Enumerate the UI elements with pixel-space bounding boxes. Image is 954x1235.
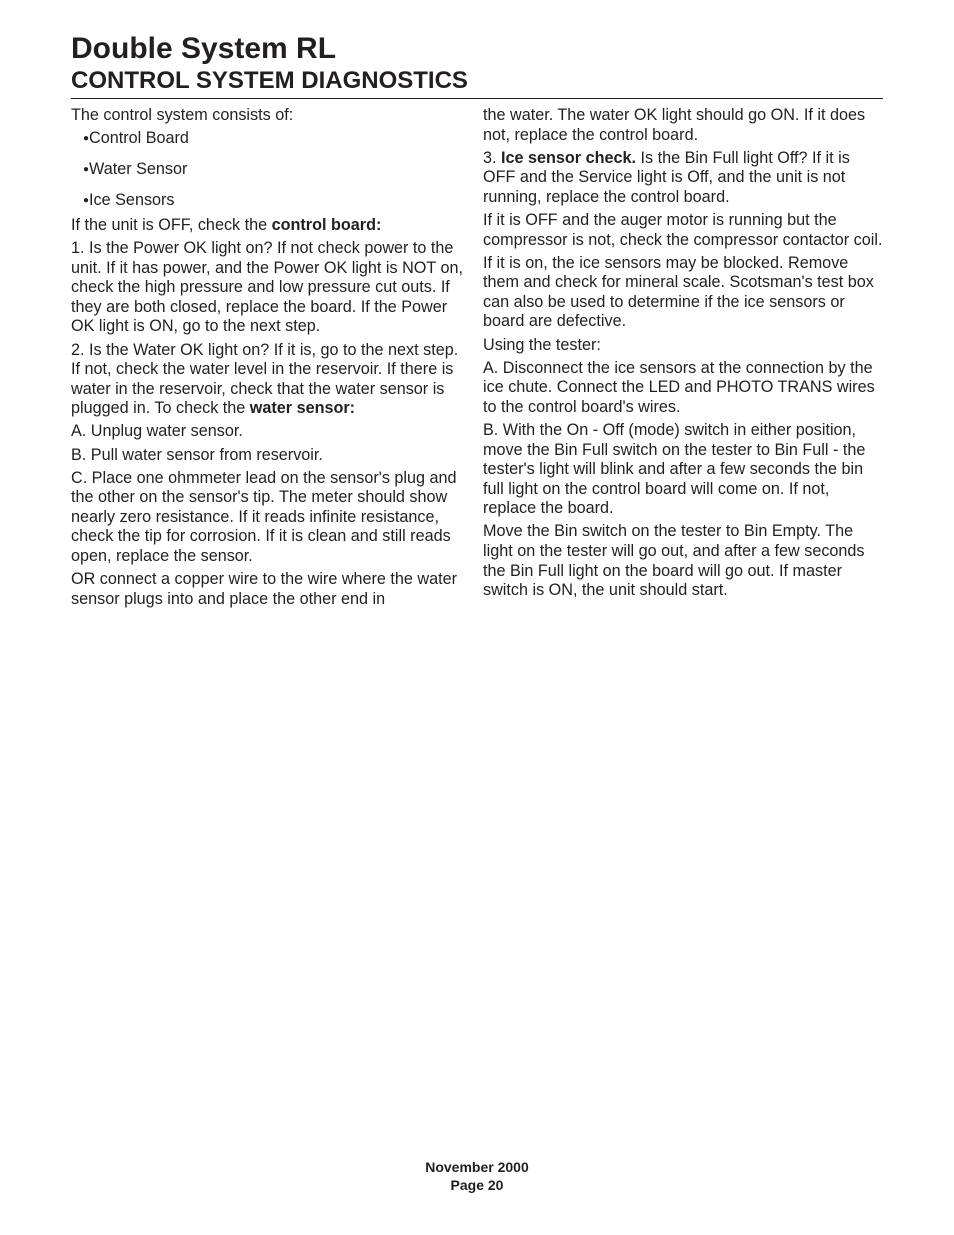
- step-3-number: 3.: [483, 148, 501, 167]
- component-list: [71, 129, 463, 212]
- list-item-label: Water Sensor: [89, 159, 188, 178]
- step-2-text: 2. Is the Water OK light on? If it is, go to the next step. If not, check the water level in the reservoir. If there is water in the reservoir, check that the water sensor is plugged in. To check the: [71, 340, 459, 418]
- tester-a-paragraph: A. Disconnect the ice sensors at the connection by the ice chute. Connect the LED and PHOTO TRANS wires to the control board's wires.: [483, 358, 875, 416]
- intro-text: The control system consists of:: [71, 106, 294, 124]
- step-2-bold: water sensor:: [249, 399, 356, 418]
- blocked-sensors-paragraph: If it is on, the ice sensors may be blocked. Remove them and check for mineral scale. Scotsman's test box can also be used to determine if the ice sensors or board are defective.: [483, 253, 874, 331]
- using-tester-paragraph: Using the tester:: [483, 335, 601, 354]
- page-footer: [0, 1159, 954, 1194]
- off-check-paragraph: [71, 216, 463, 236]
- left-column: [71, 106, 463, 613]
- list-item: [83, 129, 463, 151]
- copper-wire-paragraph: OR connect a copper wire to the wire where the water sensor plugs into and place the other end in: [71, 570, 457, 608]
- section-title: CONTROL SYSTEM DIAGNOSTICS: [71, 67, 468, 94]
- off-check-bold: control board:: [271, 215, 382, 234]
- step-3-paragraph: [483, 149, 885, 208]
- step-3-bold: Ice sensor check.: [501, 148, 636, 167]
- list-item: [83, 191, 463, 213]
- tester-b-paragraph: B. With the On - Off (mode) switch in either position, move the Bin Full switch on the tester to Bin Full - the tester's light will blink and after a few seconds the bin full light on the control board will come on. If not, replace the board.: [483, 420, 866, 518]
- list-item-label: Control Board: [89, 129, 189, 148]
- continued-paragraph: the water. The water OK light should go ON. If it does not, replace the control board.: [483, 106, 866, 144]
- bin-empty-paragraph: Move the Bin switch on the tester to Bin Empty. The light on the tester will go out, and after a few seconds the Bin Full light on the board will go out. If master switch is ON, the unit should start.: [483, 522, 865, 600]
- step-b-paragraph: B. Pull water sensor from reservoir.: [71, 445, 323, 464]
- step-1-paragraph: 1. Is the Power OK light on? If not check power to the unit. If it has power, and the Power OK light is NOT on, check the high pressure and low pressure cut outs. If they are both closed, replace the board. If the Power OK light is ON, go to the next step.: [71, 239, 463, 336]
- page-title: Double System RL: [71, 32, 337, 65]
- list-item: [83, 160, 463, 182]
- right-column: [483, 106, 885, 604]
- auger-paragraph: If it is OFF and the auger motor is running but the compressor is not, check the compressor contactor coil.: [483, 210, 883, 249]
- step-c-paragraph: C. Place one ohmmeter lead on the sensor's plug and the other on the sensor's tip. The meter should show nearly zero resistance. If it reads infinite resistance, check the tip for corrosion. If it is clean and still reads open, replace the sensor.: [71, 468, 457, 565]
- footer-date: November 2000: [425, 1159, 529, 1175]
- step-2-paragraph: [71, 341, 463, 419]
- step-a-paragraph: A. Unplug water sensor.: [71, 422, 243, 441]
- page-number: Page 20: [450, 1176, 504, 1193]
- step-3-text: Is the Bin Full light Off? If it is OFF and the Service light is Off, and the unit is not running, replace the control board.: [483, 148, 850, 206]
- header-divider: [71, 98, 883, 99]
- off-check-text: If the unit is OFF, check the: [71, 215, 272, 234]
- list-item-label: Ice Sensors: [89, 190, 175, 209]
